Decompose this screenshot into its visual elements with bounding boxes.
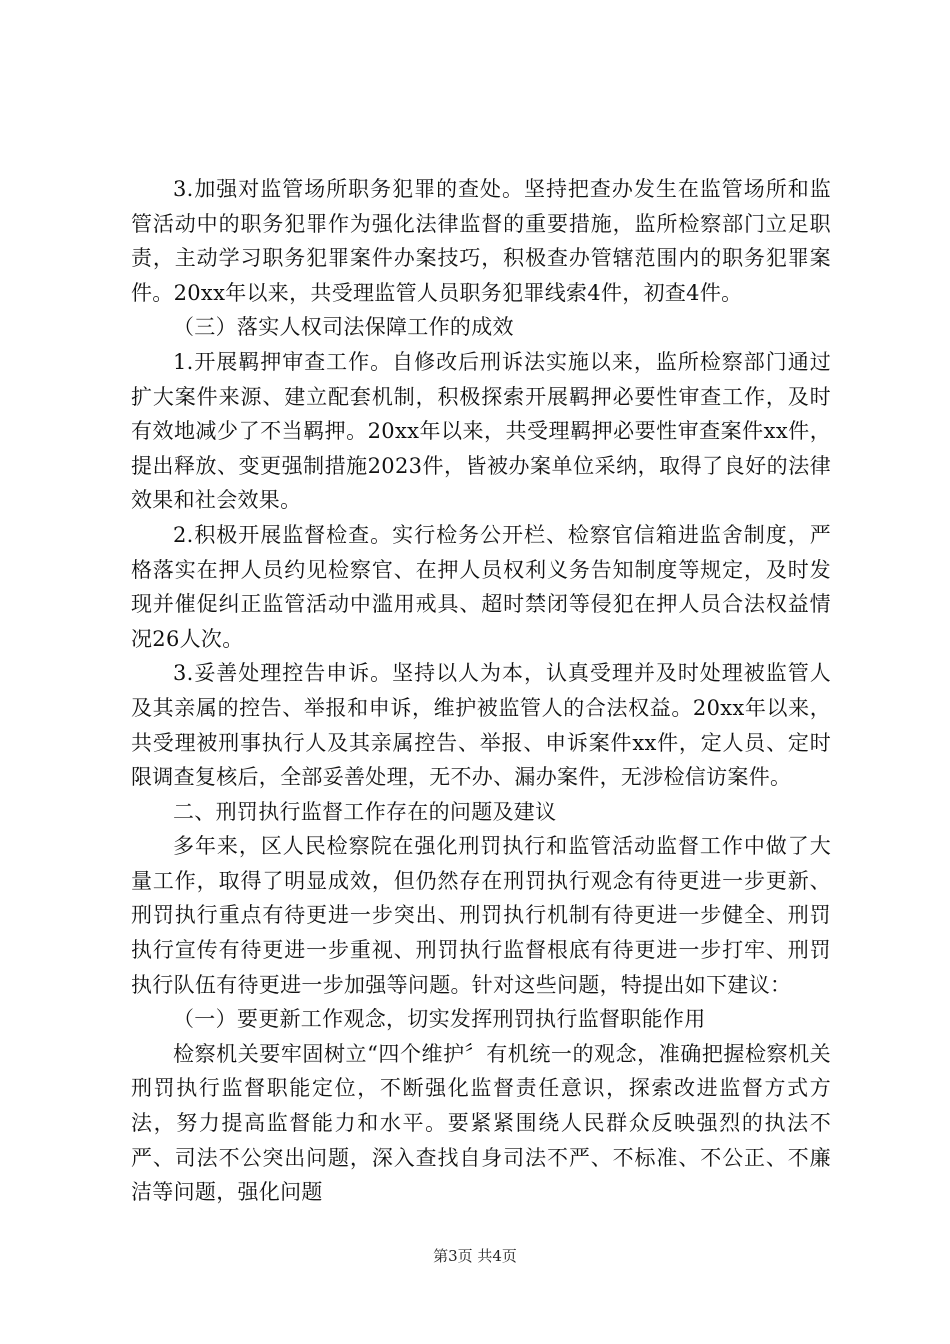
section-heading-problems: 二、刑罚执行监督工作存在的问题及建议 bbox=[173, 799, 557, 824]
paragraph-detention-review: 1.开展羁押审查工作。自修改后刑诉法实施以来，监所检察部门通过扩大案件来源、建立配套机制，积极探索开展羁押必要性审查工作，及时有效地减少了不当羁押。20xx年以来，共受理羁押必要性审查案件xx件，提出释放、变更强制措施2023件，皆被办案单位采纳，取得了良好的法律效果和社会效果。 bbox=[131, 349, 831, 513]
paragraph-update-concepts: 检察机关要牢固树立“四个维护〞有机统一的观念，准确把握检察机关刑罚执行监督职能定位，不断强化监督责任意识，探索改进监督方式方法，努力提高监督能力和水平。要紧紧围绕人民群众反映强烈的执法不严、司法不公突出问题，深入查找自身司法不严、不标准、不公正、不廉洁等问题，强化问题 bbox=[131, 1041, 831, 1205]
paragraph-supervision-inspection: 2.积极开展监督检查。实行检务公开栏、检察官信箱进监舍制度，严格落实在押人员约见检察官、在押人员权利义务告知制度等规定，及时发现并催促纠正监管活动中滥用戒具、超时禁闭等侵犯在押人员合法权益情况26人次。 bbox=[131, 522, 831, 651]
section-heading-human-rights: （三）落实人权司法保障工作的成效 bbox=[173, 315, 514, 340]
paragraph-complaints: 3.妥善处理控告申诉。坚持以人为本，认真受理并及时处理被监管人及其亲属的控告、举报和申诉，维护被监管人的合法权益。20xx年以来，共受理被刑事执行人及其亲属控告、举报、申诉案件xx件，定人员、定时限调查复核后，全部妥善处理，无不办、漏办案件，无涉检信访案件。 bbox=[131, 661, 831, 790]
paragraph-supervision-crimes: 3.加强对监管场所职务犯罪的查处。坚持把查办发生在监管场所和监管活动中的职务犯罪作为强化法律监督的重要措施，监所检察部门立足职责，主动学习职务犯罪案件办案技巧，积极查办管辖范围内的职务犯罪案件。20xx年以来，共受理监管人员职务犯罪线索4件，初查4件。 bbox=[131, 177, 831, 305]
section-heading-update-concepts: （一）要更新工作观念，切实发挥刑罚执行监督职能作用 bbox=[173, 1007, 706, 1032]
page-footer: 第3页 共4页 bbox=[433, 1247, 517, 1265]
paragraph-problems-summary: 多年来，区人民检察院在强化刑罚执行和监管活动监督工作中做了大量工作，取得了明显成效，但仍然存在刑罚执行观念有待更进一步更新、刑罚执行重点有待更进一步突出、刑罚执行机制有待更进一步健全、刑罚执行宣传有待更进一步重视、刑罚执行监督根底有待更进一步打牢、刑罚执行队伍有待更进一步加强等问题。针对这些问题，特提出如下建议： bbox=[131, 834, 831, 997]
document-body bbox=[131, 172, 831, 1210]
